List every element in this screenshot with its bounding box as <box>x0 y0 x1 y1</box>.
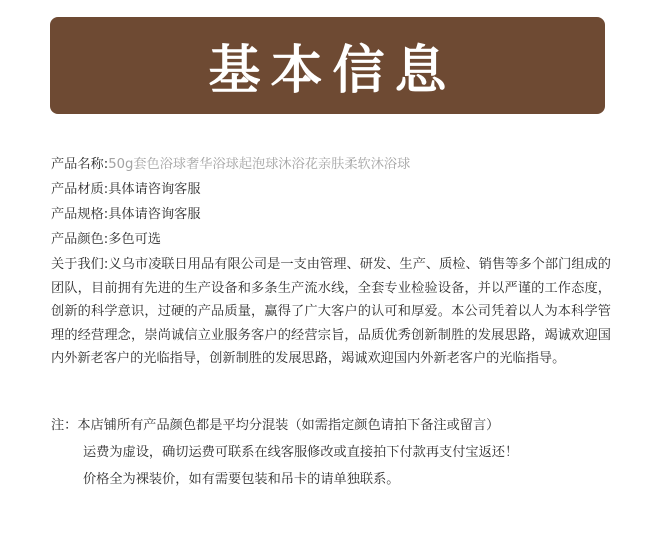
product-info <box>51 152 611 371</box>
product-color-value: 多色可选 <box>108 232 161 247</box>
about-us-paragraph <box>51 253 611 371</box>
product-material-row <box>51 177 611 202</box>
product-color-label: 产品颜色: <box>51 232 109 247</box>
product-spec-row <box>51 202 611 227</box>
product-name-value: 50g套色浴球奢华浴球起泡球沐浴花亲肤柔软沐浴球 <box>108 157 411 172</box>
product-material-value: 具体请咨询客服 <box>108 182 201 197</box>
about-us-label: 关于我们: <box>51 257 109 272</box>
product-spec-value: 具体请咨询客服 <box>108 207 201 222</box>
product-color-row <box>51 227 611 252</box>
product-name-label: 产品名称: <box>51 157 109 172</box>
header-banner <box>50 17 605 114</box>
product-spec-label: 产品规格: <box>51 207 109 222</box>
product-material-label: 产品材质: <box>51 182 109 197</box>
note-shipping: 运费为虚设，确切运费可联系在线客服修改或直接拍下付款再支付宝返还！ <box>83 445 519 460</box>
note-color-mix: 注：本店铺所有产品颜色都是平均分混装（如需指定颜色请拍下备注或留言） <box>51 418 500 433</box>
notes-section <box>51 412 611 493</box>
note-pricing: 价格全为裸装价，如有需要包装和吊卡的请单独联系。 <box>83 472 400 487</box>
page-title: 基本信息 <box>208 41 457 101</box>
about-us-text: 义乌市凌联日用品有限公司是一支由管理、研发、生产、质检、销售等多个部门组成的团队，目前拥有先进的生产设备和多条生产流水线，全套专业检验设备，并以严谨的工作态度，创新的科学意识，过硬的产品质量，赢得了广大客户的认可和厚爱。本公司凭着以人为本科学管理的经营理念，崇尚诚信立业服务客户的经营宗旨，品质优秀创新制胜的发展思路，竭诚欢迎国内外新老客户的光临指导，创新制胜的发展思路，竭诚欢迎国内外新老客户的光临指导。 <box>51 257 611 366</box>
product-name-row <box>51 152 611 177</box>
